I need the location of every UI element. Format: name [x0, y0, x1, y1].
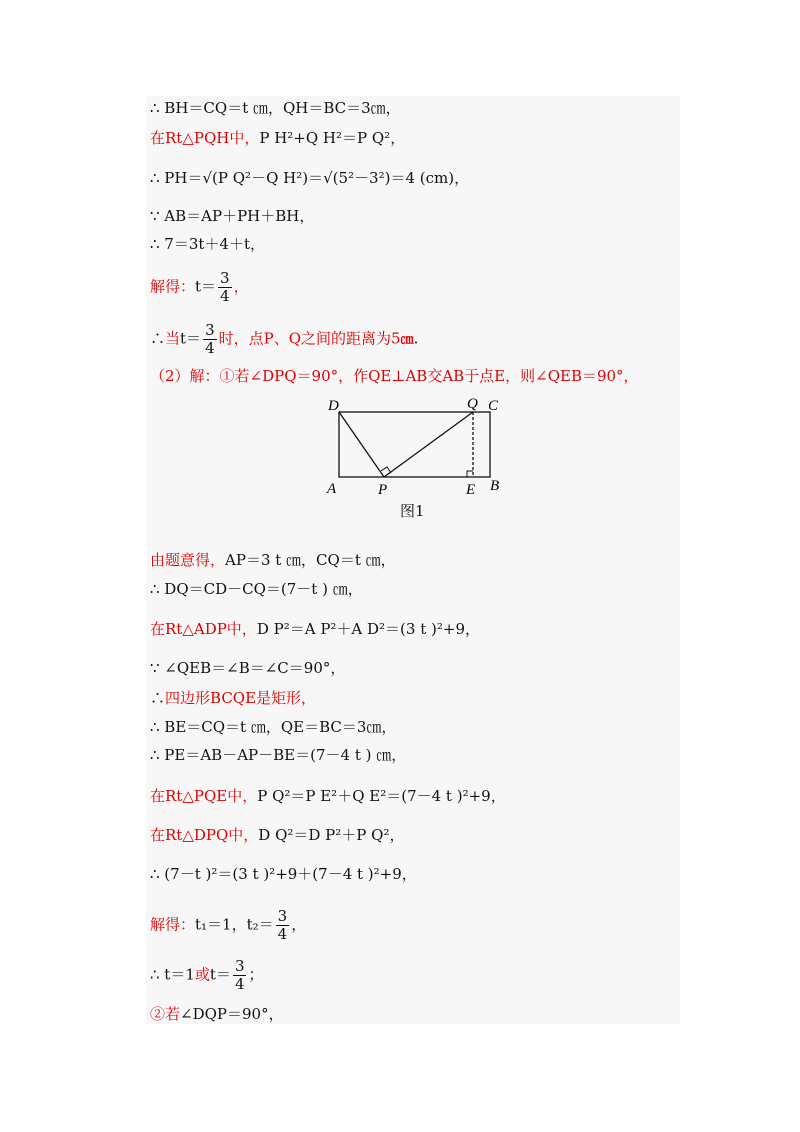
fraction-numerator: 3 — [234, 957, 245, 975]
line-8: （2）解：①若∠DPQ＝90°，作QE⊥AB交AB于点E，则∠QEB＝90°， — [150, 367, 639, 385]
line-7-when: 当 — [165, 329, 181, 348]
line-6 — [150, 270, 249, 305]
line-17 — [150, 825, 404, 845]
line-2-formula: P H²+Q H²＝P Q²， — [259, 129, 406, 147]
line-7-therefore: ∴ — [150, 329, 166, 348]
line-13-text: 四边形BCQE是矩形， — [165, 689, 317, 707]
line-17-formula: D Q²＝D P²＋P Q²， — [258, 826, 405, 844]
fraction-denominator: 4 — [277, 925, 288, 943]
line-18: ∴ (7－t )²＝(3 t )²+9＋(7－4 t )²+9， — [150, 865, 417, 883]
line-2 — [150, 128, 405, 148]
line-7 — [150, 322, 418, 357]
line-6-label: 解得： — [150, 277, 196, 296]
line-20 — [150, 958, 264, 993]
line-12: ∵ ∠QEB＝∠B＝∠C＝90°， — [150, 659, 346, 677]
line-5: ∴ 7＝3t＋4＋t， — [150, 235, 265, 253]
line-19 — [150, 908, 306, 943]
line-6-var: t＝ — [195, 277, 217, 296]
line-4: ∵ AB＝AP＋PH＋BH， — [150, 207, 315, 225]
line-11-formula: D P²＝A P²＋A D²＝(3 t )²+9， — [256, 620, 480, 638]
fraction-denominator: 4 — [220, 287, 230, 305]
line-6-end: ， — [233, 277, 249, 296]
line-7-end: . — [413, 329, 419, 348]
line-7-text: 时，点P、Q之间的距离为5 — [218, 329, 401, 348]
fraction — [203, 322, 217, 357]
fraction-numerator: 3 — [220, 269, 230, 287]
line-9-label: 由题意得， — [150, 551, 226, 569]
line-16-formula: P Q²＝P E²＋Q E²＝(7－4 t )²+9， — [257, 787, 506, 805]
label-c: C — [488, 398, 499, 414]
line-17-label: 在Rt△DPQ中， — [150, 826, 259, 844]
line-16 — [150, 786, 506, 806]
line-20-or: 或 — [194, 965, 210, 984]
line-21 — [150, 1004, 284, 1024]
line-20-end: ； — [248, 965, 264, 984]
fraction-denominator: 4 — [234, 975, 245, 993]
line-9-formula: AP＝3 t ㎝，CQ＝t ㎝， — [225, 551, 396, 569]
line-16-label: 在Rt△PQE中， — [150, 787, 258, 805]
label-a: A — [327, 481, 337, 497]
line-19-end: ， — [291, 915, 307, 934]
label-b: B — [490, 478, 500, 494]
segment-pq — [384, 412, 473, 477]
line-7-var: t＝ — [180, 329, 202, 348]
fraction — [218, 270, 232, 305]
fraction-numerator: 3 — [277, 907, 288, 925]
label-d: D — [328, 398, 339, 414]
line-13-therefore: ∴ — [150, 689, 166, 707]
fraction-denominator: 4 — [205, 339, 215, 357]
line-20-var: t＝ — [209, 965, 231, 984]
line-11-label: 在Rt△ADP中， — [150, 620, 257, 638]
line-21-formula: ∠DQP＝90°， — [180, 1005, 284, 1023]
segment-dp — [339, 412, 384, 477]
line-14: ∴ BE＝CQ＝t ㎝，QE＝BC＝3㎝， — [150, 718, 397, 736]
line-10: ∴ DQ＝CD－CQ＝(7－t ) ㎝， — [150, 580, 363, 598]
label-p: P — [378, 482, 388, 498]
label-q: Q — [467, 396, 478, 412]
fraction — [276, 908, 290, 943]
line-13 — [150, 688, 316, 708]
line-15: ∴ PE＝AB－AP－BE＝(7－4 t ) ㎝， — [150, 746, 407, 764]
line-3: ∴ PH＝√(P Q²－Q H²)＝√(5²－3²)＝4 (cm)， — [150, 169, 470, 187]
line-7-unit: ㎝ — [400, 332, 414, 348]
line-19-label: 解得： — [150, 915, 196, 934]
line-2-label: 在Rt△PQH中， — [150, 129, 260, 147]
label-e: E — [466, 482, 476, 498]
line-11 — [150, 619, 480, 639]
line-9 — [150, 550, 396, 570]
line-19-formula: t₁＝1，t₂＝ — [195, 915, 274, 934]
fraction-numerator: 3 — [205, 321, 215, 339]
right-angle-mark-p — [381, 467, 391, 473]
line-21-label: ②若 — [150, 1005, 181, 1023]
line-20-formula: ∴ t＝1 — [150, 965, 195, 984]
line-1: ∴ BH＝CQ＝t ㎝，QH＝BC＝3㎝， — [150, 99, 401, 117]
fraction — [233, 958, 247, 993]
figure-caption: 图1 — [400, 502, 425, 520]
right-angle-mark-e — [467, 471, 473, 477]
